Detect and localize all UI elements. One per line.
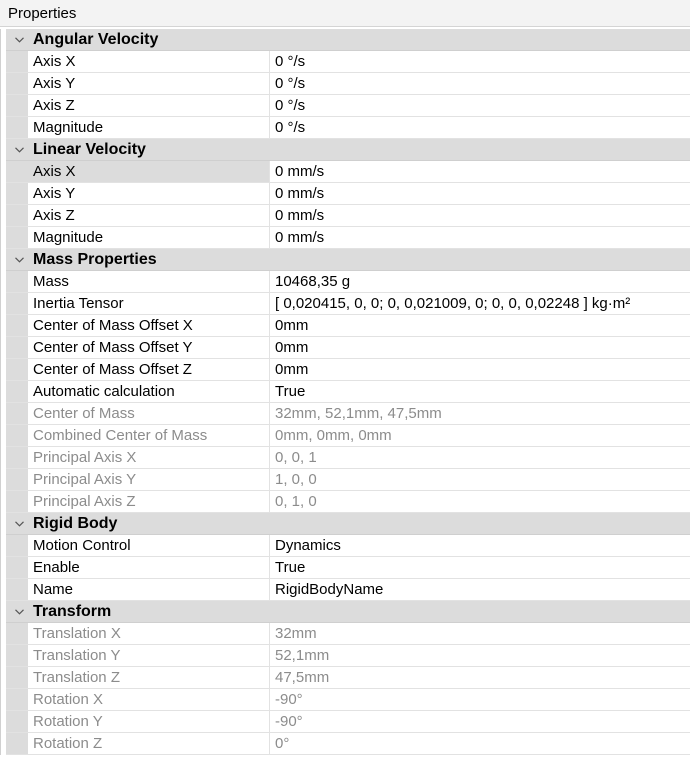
property-row-angular-velocity-axis-y[interactable] (6, 73, 690, 95)
row-gutter (6, 183, 28, 204)
chevron-down-icon[interactable] (6, 513, 33, 535)
row-gutter (6, 469, 28, 490)
property-row-mass-properties-mass[interactable] (6, 271, 690, 293)
property-row-mass-properties-center-of-mass-offset-y[interactable] (6, 337, 690, 359)
property-value[interactable]: [ 0,020415, 0, 0; 0, 0,021009, 0; 0, 0, 0,02248 ] kg·m² (275, 295, 631, 312)
property-row-mass-properties-combined-center-of-mass[interactable] (6, 425, 690, 447)
row-gutter (6, 95, 28, 116)
chevron-down-icon[interactable] (6, 249, 33, 271)
property-row-transform-rotation-y[interactable] (6, 711, 690, 733)
row-gutter (6, 51, 28, 72)
property-row-transform-translation-y[interactable] (6, 645, 690, 667)
property-row-mass-properties-center-of-mass-offset-x[interactable] (6, 315, 690, 337)
row-gutter (6, 403, 28, 424)
property-row-linear-velocity-axis-y[interactable] (6, 183, 690, 205)
category-mass-properties[interactable] (6, 249, 690, 271)
row-gutter (6, 161, 28, 182)
property-name: Combined Center of Mass (28, 425, 270, 446)
row-gutter (6, 711, 28, 732)
row-gutter (6, 425, 28, 446)
row-gutter (6, 381, 28, 402)
property-row-transform-translation-x[interactable] (6, 623, 690, 645)
row-gutter (6, 447, 28, 468)
property-name: Center of Mass Offset Z (28, 359, 270, 380)
property-name: Axis Z (28, 205, 270, 226)
property-value[interactable]: 0 °/s (275, 97, 306, 114)
property-row-mass-properties-principal-axis-x[interactable] (6, 447, 690, 469)
property-name: Rotation Z (28, 733, 270, 754)
chevron-down-icon[interactable] (6, 139, 33, 161)
row-gutter (6, 227, 28, 248)
property-row-transform-translation-z[interactable] (6, 667, 690, 689)
property-name: Axis Z (28, 95, 270, 116)
row-gutter (6, 667, 28, 688)
property-value: 0° (275, 735, 290, 752)
category-label: Rigid Body (33, 514, 118, 532)
property-value[interactable]: 0 mm/s (275, 185, 325, 202)
property-name: Inertia Tensor (28, 293, 270, 314)
property-name: Principal Axis Y (28, 469, 270, 490)
category-linear-velocity[interactable] (6, 139, 690, 161)
property-value[interactable]: 0mm (275, 339, 309, 356)
property-value: -90° (275, 713, 303, 730)
property-row-transform-rotation-z[interactable] (6, 733, 690, 755)
category-angular-velocity[interactable] (6, 29, 690, 51)
property-value[interactable]: 0mm (275, 317, 309, 334)
property-name: Axis Y (28, 73, 270, 94)
property-value[interactable]: 0 mm/s (275, 207, 325, 224)
property-value: 0, 0, 1 (275, 449, 317, 466)
property-value: 0, 1, 0 (275, 493, 317, 510)
property-row-linear-velocity-magnitude[interactable] (6, 227, 690, 249)
property-value[interactable]: 0 mm/s (275, 163, 325, 180)
chevron-down-icon[interactable] (6, 601, 33, 623)
property-row-angular-velocity-axis-x[interactable] (6, 51, 690, 73)
property-value: 52,1mm (275, 647, 330, 664)
category-label: Mass Properties (33, 250, 157, 268)
property-row-angular-velocity-magnitude[interactable] (6, 117, 690, 139)
row-gutter (6, 579, 28, 600)
property-name: Mass (28, 271, 270, 292)
category-rigid-body[interactable] (6, 513, 690, 535)
row-gutter (6, 689, 28, 710)
property-row-transform-rotation-x[interactable] (6, 689, 690, 711)
property-value[interactable]: 0 °/s (275, 53, 306, 70)
row-gutter (6, 359, 28, 380)
property-name: Magnitude (28, 117, 270, 138)
property-name: Principal Axis Z (28, 491, 270, 512)
property-value[interactable]: True (275, 383, 306, 400)
property-name: Axis Y (28, 183, 270, 204)
property-name: Rotation Y (28, 711, 270, 732)
property-row-linear-velocity-axis-z[interactable] (6, 205, 690, 227)
category-transform[interactable] (6, 601, 690, 623)
property-value[interactable]: RigidBodyName (275, 581, 384, 598)
property-row-mass-properties-principal-axis-z[interactable] (6, 491, 690, 513)
row-gutter (6, 293, 28, 314)
property-name: Motion Control (28, 535, 270, 556)
row-gutter (6, 535, 28, 556)
row-gutter (6, 491, 28, 512)
property-value: 0mm, 0mm, 0mm (275, 427, 392, 444)
property-name: Center of Mass (28, 403, 270, 424)
chevron-down-icon[interactable] (6, 29, 33, 51)
property-value[interactable]: 0 °/s (275, 119, 306, 136)
property-row-mass-properties-center-of-mass[interactable] (6, 403, 690, 425)
property-row-rigid-body-motion-control[interactable] (6, 535, 690, 557)
property-name: Principal Axis X (28, 447, 270, 468)
property-name: Axis X (28, 51, 270, 72)
row-gutter (6, 205, 28, 226)
property-name: Magnitude (28, 227, 270, 248)
property-name: Axis X (28, 161, 270, 182)
panel-title: Properties (0, 0, 690, 27)
property-value[interactable]: True (275, 559, 306, 576)
property-value[interactable]: Dynamics (275, 537, 341, 554)
property-value[interactable]: 0 mm/s (275, 229, 325, 246)
property-name: Automatic calculation (28, 381, 270, 402)
property-grid (0, 29, 690, 755)
property-row-mass-properties-center-of-mass-offset-z[interactable] (6, 359, 690, 381)
property-name: Name (28, 579, 270, 600)
property-value[interactable]: 0mm (275, 361, 309, 378)
property-name: Center of Mass Offset Y (28, 337, 270, 358)
property-row-rigid-body-name[interactable] (6, 579, 690, 601)
property-row-angular-velocity-axis-z[interactable] (6, 95, 690, 117)
row-gutter (6, 645, 28, 666)
property-name: Enable (28, 557, 270, 578)
category-label: Transform (33, 602, 112, 620)
row-gutter (6, 623, 28, 644)
property-value: 47,5mm (275, 669, 330, 686)
property-value: 32mm (275, 625, 317, 642)
category-label: Angular Velocity (33, 30, 159, 48)
row-gutter (6, 733, 28, 754)
property-row-mass-properties-principal-axis-y[interactable] (6, 469, 690, 491)
property-value[interactable]: 10468,35 g (275, 273, 351, 290)
property-name: Rotation X (28, 689, 270, 710)
category-label: Linear Velocity (33, 140, 146, 158)
property-row-linear-velocity-axis-x[interactable] (6, 161, 690, 183)
row-gutter (6, 557, 28, 578)
property-name: Center of Mass Offset X (28, 315, 270, 336)
property-name: Translation Z (28, 667, 270, 688)
property-row-mass-properties-inertia-tensor[interactable] (6, 293, 690, 315)
property-row-mass-properties-automatic-calculation[interactable] (6, 381, 690, 403)
property-name: Translation X (28, 623, 270, 644)
row-gutter (6, 315, 28, 336)
property-value: -90° (275, 691, 303, 708)
row-gutter (6, 73, 28, 94)
property-row-rigid-body-enable[interactable] (6, 557, 690, 579)
row-gutter (6, 117, 28, 138)
row-gutter (6, 271, 28, 292)
property-name: Translation Y (28, 645, 270, 666)
property-value[interactable]: 0 °/s (275, 75, 306, 92)
property-value: 1, 0, 0 (275, 471, 317, 488)
property-value: 32mm, 52,1mm, 47,5mm (275, 405, 442, 422)
row-gutter (6, 337, 28, 358)
